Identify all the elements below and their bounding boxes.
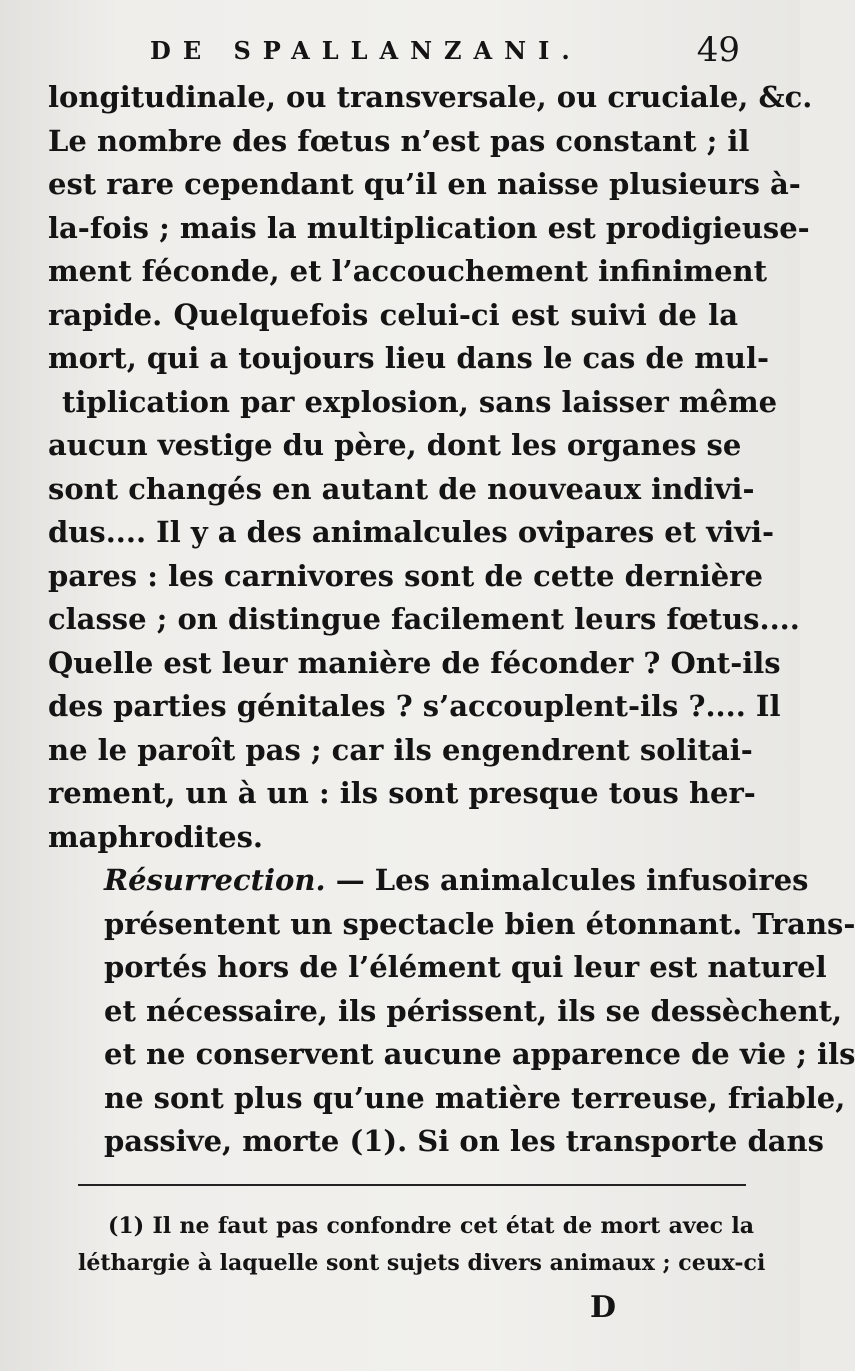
text-line: sont changés en autant de nouveaux indivi-: [48, 471, 755, 506]
text-line: mort, qui a toujours lieu dans le cas de mul-: [48, 341, 770, 375]
text-line: ne sont plus qu’une matière terreuse, friable,: [104, 1080, 846, 1115]
text-line: présentent un spectacle bien étonnant. Trans-: [104, 906, 855, 941]
text-line: longitudinale, ou transversale, ou cruciale, &c.: [48, 80, 813, 114]
section-first-line: [48, 859, 809, 903]
text-line: Le nombre des fœtus n’est pas constant ; il: [48, 123, 750, 158]
text-line: ment féconde, et l’accouchement infiniment: [48, 254, 768, 288]
text-line: et ne conservent aucune apparence de vie ; ils: [104, 1037, 855, 1071]
page-number: 49: [696, 30, 740, 70]
footnote: [78, 1208, 766, 1282]
text-line: Quelle est leur manière de féconder ? Ont-ils: [48, 645, 781, 680]
text-line: classe ; on distingue facilement leurs fœtus....: [48, 602, 800, 636]
text-line: tiplication par explosion, sans laisser même: [62, 384, 778, 419]
page-header: [150, 30, 740, 74]
text-line: maphrodites.: [48, 819, 264, 854]
footnote-line: léthargie à laquelle sont sujets divers animaux ; ceux-ci: [78, 1250, 766, 1276]
section-first-line-text: — Les animalcules infusoires: [335, 863, 809, 897]
text-line: pares : les carnivores sont de cette dernière: [48, 558, 763, 593]
text-line: des parties génitales ? s’accouplent-ils ?.... Il: [48, 689, 781, 723]
text-line: et nécessaire, ils périssent, ils se dessèchent,: [104, 993, 843, 1028]
body-text: [48, 76, 855, 1164]
text-line: est rare cependant qu’il en naisse plusieurs à-: [48, 167, 801, 201]
text-line: portés hors de l’élément qui leur est naturel: [104, 950, 827, 984]
text-line: rement, un à un : ils sont presque tous her-: [48, 776, 756, 810]
text-line: ne le paroît pas ; car ils engendrent solitai-: [48, 732, 753, 767]
section-heading: Résurrection.: [104, 863, 326, 897]
text-line: passive, morte (1). Si on les transporte dans: [104, 1124, 824, 1158]
text-line: la-fois ; mais la multiplication est prodigieuse-: [48, 210, 810, 245]
text-line: aucun vestige du père, dont les organes se: [48, 428, 742, 462]
signature-mark: D: [590, 1290, 617, 1325]
running-head: DE SPALLANZANI.: [150, 36, 582, 65]
text-line: dus.... Il y a des animalcules ovipares et vivi-: [48, 515, 774, 549]
text-line: rapide. Quelquefois celui-ci est suivi de la: [48, 297, 738, 332]
footnote-rule: [78, 1184, 746, 1186]
footnote-line: (1) Il ne faut pas confondre cet état de mort avec la: [108, 1213, 754, 1239]
